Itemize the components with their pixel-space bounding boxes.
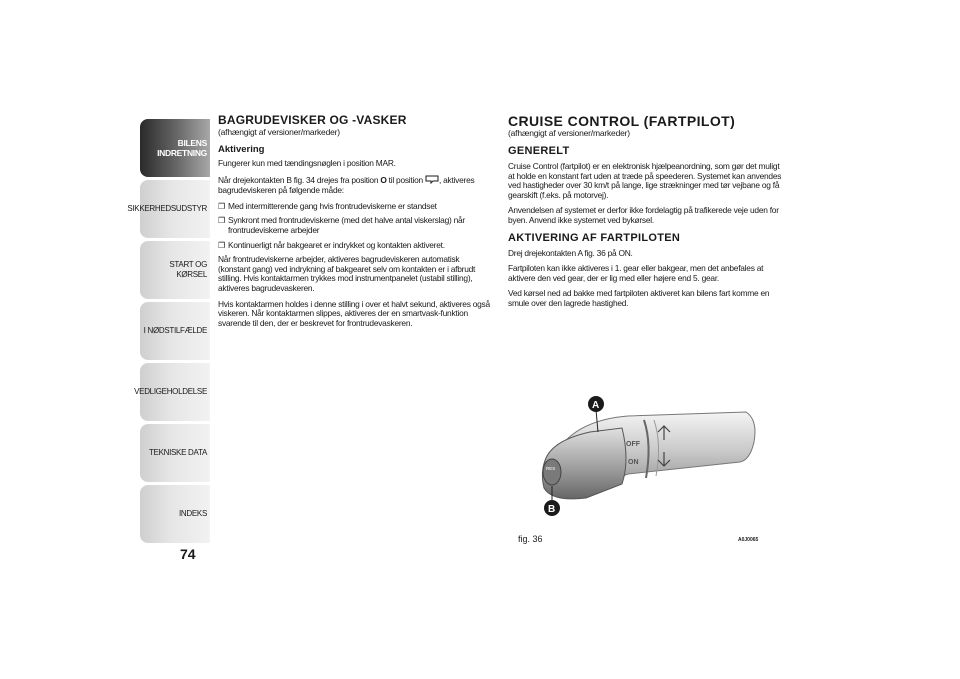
- subheading: Aktivering: [218, 144, 265, 155]
- lever-illustration: [518, 380, 770, 546]
- paragraph: Ved kørsel ned ad bakke med fartpiloten aktiveret kan bilens fart komme en smule over den lagrede hastighed.: [508, 288, 770, 308]
- paragraph: Anvendelsen af systemet er derfor ikke fordelagtig på trafikerede veje uden for byen. Anvend ikke systemet ved bykørsel.: [508, 205, 779, 225]
- tab-label: I NØDSTILFÆLDE: [143, 326, 207, 335]
- button-text: RES: [546, 466, 556, 471]
- tab-label: BILENS INDRETNING: [157, 138, 207, 158]
- bullet-box-icon: ❐: [218, 216, 225, 226]
- callout-a-label: A: [592, 400, 600, 411]
- tab-sikkerhedsudstyr[interactable]: [127, 180, 210, 238]
- on-label: ON: [628, 459, 639, 466]
- bullet-box-icon: ❐: [218, 201, 225, 211]
- bullet-box-icon: ❐: [218, 240, 225, 250]
- text: til position: [386, 174, 425, 185]
- section-subtitle: (afhængigt af versioner/markeder): [218, 127, 340, 137]
- section-title: CRUISE CONTROL (FARTPILOT): [508, 113, 736, 129]
- paragraph: Hvis kontaktarmen holdes i denne stilling i over et halvt sekund, aktiveres også viskeren. Når kontaktarmen slippes, aktiveres der en smartvask-funktion svarende til den, der er beskrevet for frontrudevaskeren.: [218, 298, 490, 328]
- tab-label: VEDLIGEHOLDELSE: [134, 387, 207, 396]
- cruise-control-lever-figure: [518, 380, 770, 546]
- text: Når drejekontakten B fig. 34 drejes fra position: [218, 174, 381, 185]
- tab-indeks[interactable]: [140, 485, 210, 543]
- chapter-sidebar: [127, 119, 210, 546]
- position-o-symbol: O: [380, 174, 387, 185]
- tab-label: START OG KØRSEL: [169, 260, 207, 279]
- tab-i-nodstilfaelde[interactable]: [140, 302, 210, 360]
- tab-label: INDEKS: [179, 509, 207, 518]
- tab-label: TEKNISKE DATA: [148, 448, 207, 457]
- paragraph: Fungerer kun med tændingsnøglen i position MAR.: [218, 158, 396, 168]
- right-column: [508, 114, 783, 315]
- section-heading: GENERELT: [508, 145, 570, 157]
- paragraph: Når frontrudeviskerne arbejder, aktiveres bagrudeviskeren automatisk (konstant gang) ved indrykning af bakgearet selv om kontakten er i afbrudt stilling. Hvis kontaktarmen trykkes mod instrumentpanelet (ustabil stilling), aktiveres bagrudevaskeren.: [218, 254, 476, 293]
- tab-vedligeholdelse[interactable]: [134, 363, 210, 421]
- paragraph-positions: [218, 175, 493, 196]
- list-item: [218, 216, 493, 235]
- tab-start-og-korsel[interactable]: [140, 241, 210, 299]
- list-item-text: Synkront med frontrudeviskerne (med det halve antal viskerslag) når frontrudeviskerne arbejder: [228, 215, 465, 235]
- left-column: [218, 114, 493, 334]
- text: , aktiveres bagrudeviskeren på følgende måde:: [218, 174, 475, 196]
- off-label: OFF: [626, 441, 640, 448]
- paragraph: Fartpiloten kan ikke aktiveres i 1. gear eller bakgear, men det anbefales at aktivere den ved gear, der er lig med eller højere end 5. gear.: [508, 263, 764, 283]
- tab-label: SIKKERHEDSUDSTYR: [127, 204, 207, 213]
- list-item: [218, 202, 493, 212]
- list-item-text: Med intermitterende gang hvis frontrudeviskerne er standset: [228, 200, 437, 211]
- tab-bilens-indretning[interactable]: [140, 119, 210, 177]
- section-title: BAGRUDEVISKER OG -VASKER: [218, 113, 407, 127]
- paragraph: Cruise Control (fartpilot) er en elektronisk hjælpeanordning, som gør det muligt at holde en konstant fart uden at træde på speederen. Systemet kan anvendes ved hastigheder over 30 km/t på lange, lige strækninger med tør vejbane og få gearskift (f.eks. på motorvej).: [508, 161, 782, 200]
- rear-wiper-icon: [425, 175, 439, 187]
- list-item-text: Kontinuerligt når bakgearet er indrykket og kontakten aktiveret.: [228, 239, 445, 250]
- list-item: [218, 241, 493, 251]
- figure-code: A0J0065: [738, 537, 759, 543]
- page-number: 74: [180, 546, 196, 562]
- section-heading: AKTIVERING AF FARTPILOTEN: [508, 231, 681, 244]
- paragraph: Drej drejekontakten A fig. 36 på ON.: [508, 247, 633, 258]
- tab-tekniske-data[interactable]: [140, 424, 210, 482]
- section-subtitle: (afhængigt af versioner/markeder): [508, 128, 630, 138]
- figure-caption: fig. 36: [518, 534, 543, 544]
- callout-b-label: B: [548, 504, 556, 515]
